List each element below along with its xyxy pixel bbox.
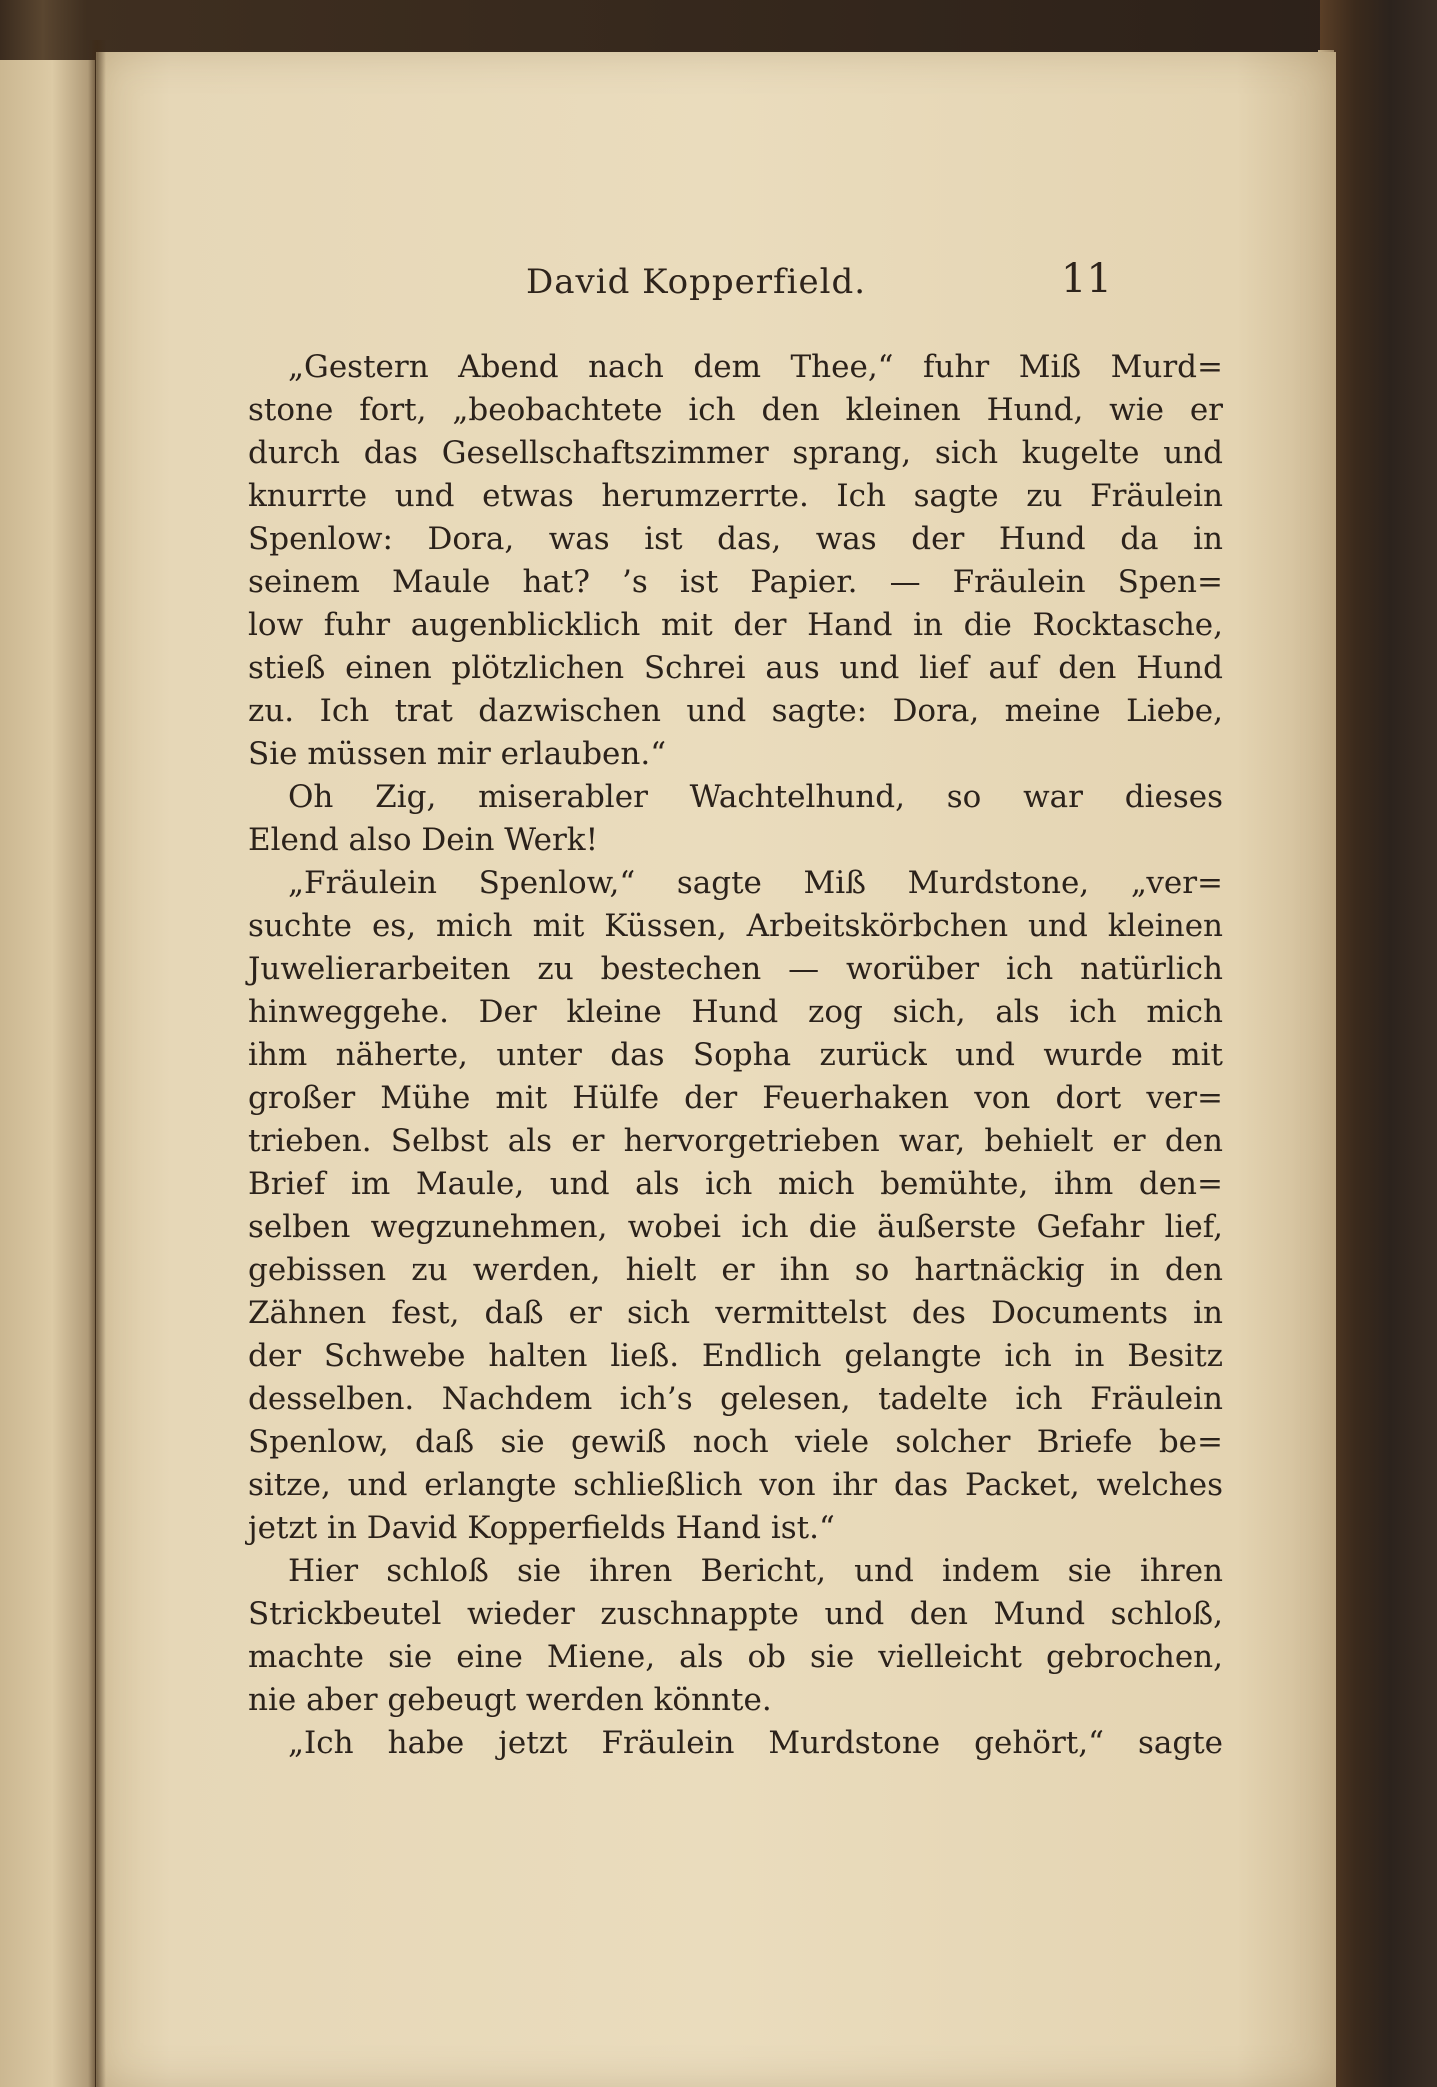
spine-shadow xyxy=(88,40,106,2087)
text-line: desselben. Nachdem ich’s gelesen, tadelte ich Fräulein xyxy=(248,1381,1223,1417)
text-line: Strickbeutel wieder zuschnappte und den Mund schloß, xyxy=(248,1596,1223,1632)
text-line: Zähnen fest, daß er sich vermittelst des Documents in xyxy=(248,1295,1223,1331)
page-number: 11 xyxy=(1061,256,1112,302)
text-line: Juwelierarbeiten zu bestechen — worüber ich natürlich xyxy=(248,951,1223,987)
text-line: Spenlow: Dora, was ist das, was der Hund da in xyxy=(248,521,1223,557)
text-line: knurrte und etwas herumzerrte. Ich sagte zu Fräulein xyxy=(248,478,1223,514)
text-line: Spenlow, daß sie gewiß noch viele solcher Briefe be= xyxy=(248,1424,1223,1460)
text-line: Oh Zig, miserabler Wachtelhund, so war dieses xyxy=(288,779,1223,815)
text-line: sitze, und erlangte schließlich von ihr das Packet, welches xyxy=(248,1467,1223,1503)
text-line: ihm näherte, unter das Sopha zurück und wurde mit xyxy=(248,1037,1223,1073)
text-line: trieben. Selbst als er hervorgetrieben war, behielt er den xyxy=(248,1123,1223,1159)
text-line: Elend also Dein Werk! xyxy=(248,822,599,858)
text-line: nie aber gebeugt werden könnte. xyxy=(248,1682,772,1718)
text-line: „Ich habe jetzt Fräulein Murdstone gehört,“ sagte xyxy=(288,1725,1223,1761)
text-line: großer Mühe mit Hülfe der Feuerhaken von dort ver= xyxy=(248,1080,1223,1116)
text-line: selben wegzunehmen, wobei ich die äußerste Gefahr lief, xyxy=(248,1209,1223,1245)
previous-page-edge xyxy=(0,60,95,2087)
text-line: durch das Gesellschaftszimmer sprang, sich kugelte und xyxy=(248,435,1223,471)
running-head xyxy=(96,256,1336,316)
text-line: „Gestern Abend nach dem Thee,“ fuhr Miß Murd= xyxy=(288,349,1223,385)
running-title: David Kopperfield. xyxy=(526,262,867,302)
text-line: stone fort, „beobachtete ich den kleinen Hund, wie er xyxy=(248,392,1223,428)
text-line: seinem Maule hat? ’s ist Papier. — Fräulein Spen= xyxy=(248,564,1223,600)
text-line: der Schwebe halten ließ. Endlich gelangte ich in Besitz xyxy=(248,1338,1223,1374)
text-line: stieß einen plötzlichen Schrei aus und lief auf den Hund xyxy=(248,650,1223,686)
text-line: hinweggehe. Der kleine Hund zog sich, als ich mich xyxy=(248,994,1223,1030)
text-line: machte sie eine Miene, als ob sie vielleicht gebrochen, xyxy=(248,1639,1223,1675)
body-text xyxy=(248,346,1223,1765)
book-cover-board xyxy=(1320,0,1437,2087)
text-line: zu. Ich trat dazwischen und sagte: Dora, meine Liebe, xyxy=(248,693,1223,729)
text-line: low fuhr augenblicklich mit der Hand in die Rocktasche, xyxy=(248,607,1223,643)
text-line: „Fräulein Spenlow,“ sagte Miß Murdstone, „ver= xyxy=(288,865,1223,901)
text-line: jetzt in David Kopperfields Hand ist.“ xyxy=(248,1510,835,1546)
book-page xyxy=(96,52,1336,2087)
text-line: Brief im Maule, und als ich mich bemühte, ihm den= xyxy=(248,1166,1223,1202)
text-line: suchte es, mich mit Küssen, Arbeitskörbchen und kleinen xyxy=(248,908,1223,944)
text-line: gebissen zu werden, hielt er ihn so hartnäckig in den xyxy=(248,1252,1223,1288)
text-line: Sie müssen mir erlauben.“ xyxy=(248,736,667,772)
text-line: Hier schloß sie ihren Bericht, und indem sie ihren xyxy=(288,1553,1223,1589)
